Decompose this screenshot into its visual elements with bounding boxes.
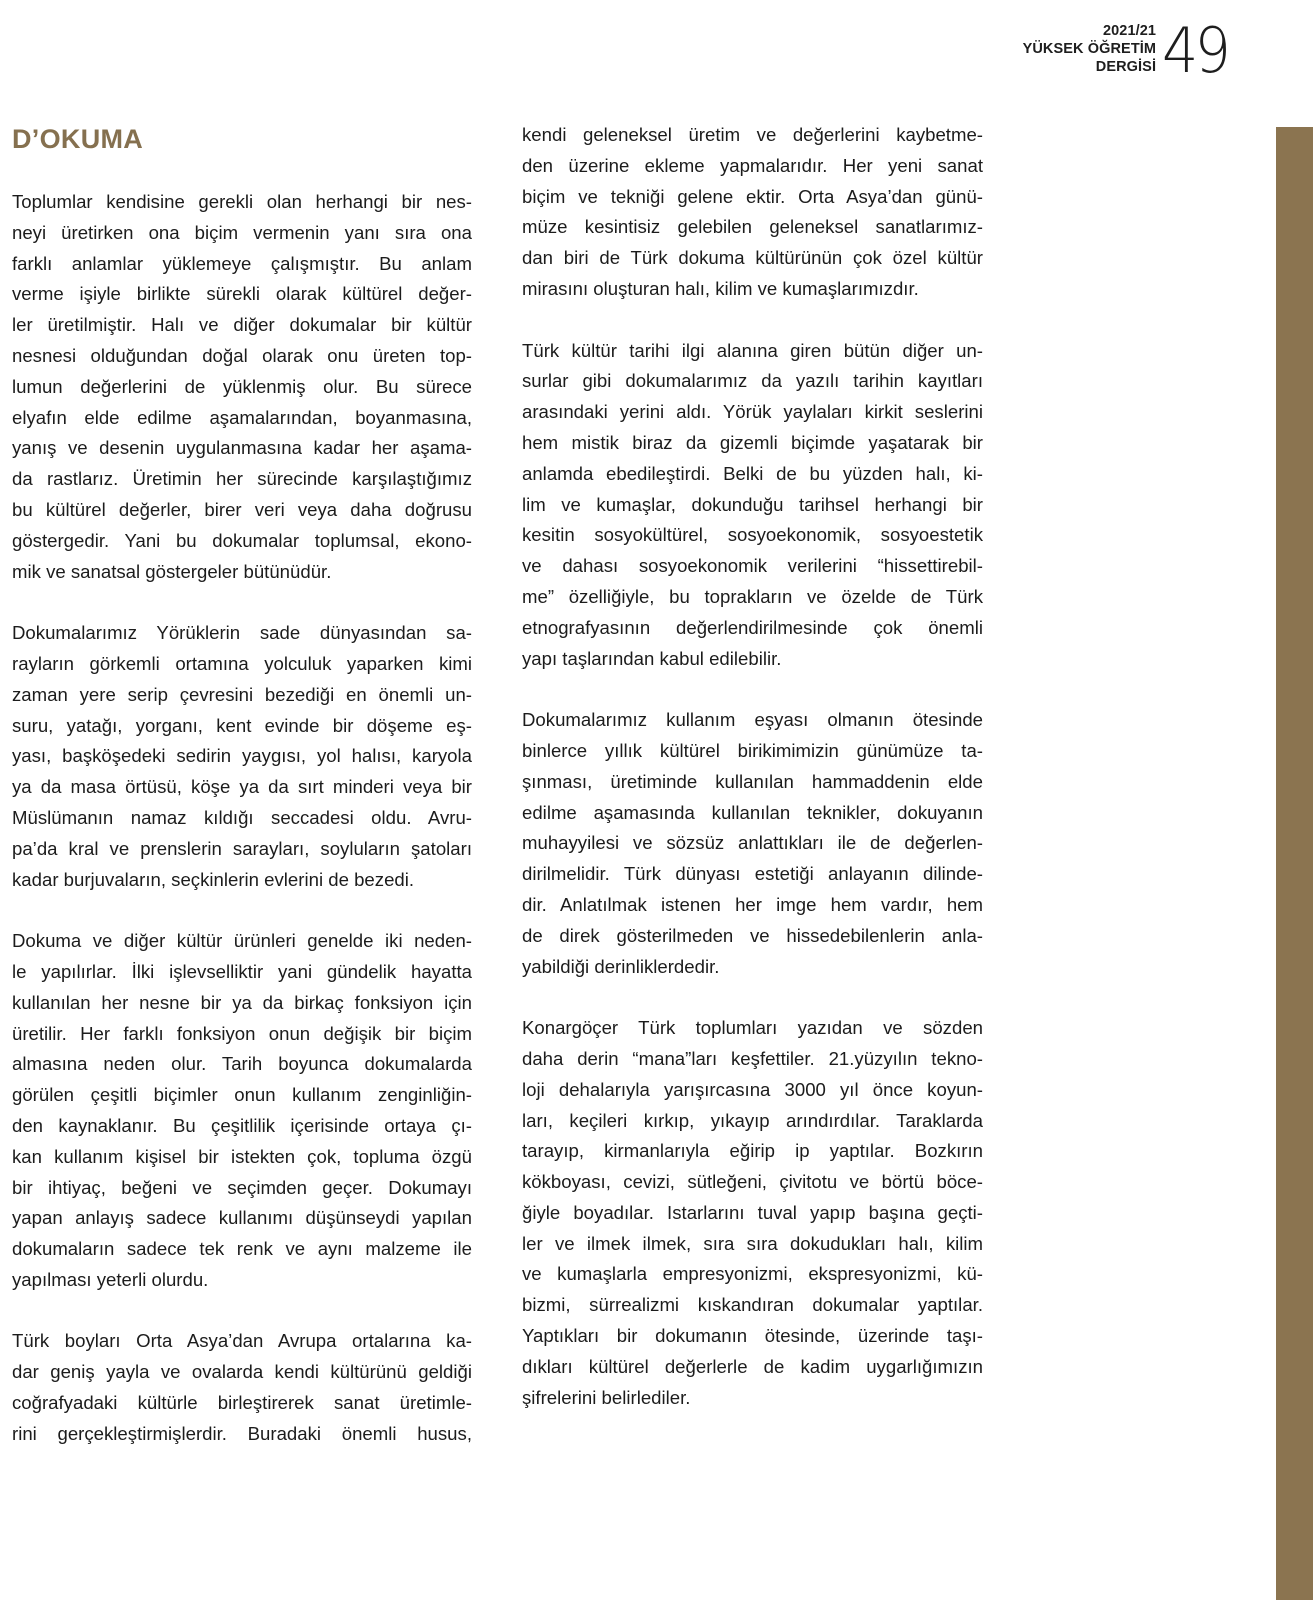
text-line: de direk gösterilmeden ve hissedebilenlerin anla-	[522, 924, 983, 946]
text-line: biçim ve tekniği gelene ektir. Orta Asya’dan günü-	[522, 185, 983, 207]
text-line: ler üretilmiştir. Halı ve diğer dokumalar bir kültür	[12, 314, 472, 336]
text-line: le yapılırlar. İlki işlevselliktir yani gündelik hayatta	[12, 960, 472, 982]
text-line: Yaptıkları bir dokumanın ötesinde, üzerinde taşı-	[522, 1325, 983, 1347]
text-line: yası, başköşedeki sedirin yaygısı, yol halısı, karyola	[12, 745, 472, 767]
paragraph	[12, 618, 472, 895]
text-line: Konargöçer Türk toplumları yazıdan ve sözden	[522, 1017, 983, 1039]
text-line: kendi geleneksel üretim ve değerlerini kaybetme-	[522, 124, 983, 145]
decorative-side-bar	[1276, 127, 1313, 1600]
text-line: surlar gibi dokumalarımız da yazılı tarihin kayıtları	[522, 370, 983, 392]
right-column	[522, 120, 983, 1444]
text-line: dıkları kültürel değerlerle de kadim uygarlığımızın	[522, 1355, 983, 1377]
text-line: kesitin sosyokültürel, sosyoekonomik, sosyoestetik	[522, 524, 983, 546]
page-number	[1162, 14, 1228, 87]
text-line: şınması, üretiminde kullanılan hammaddenin elde	[522, 770, 983, 792]
text-line: ları, keçileri kırkıp, yıkayıp arındırdılar. Taraklarda	[522, 1109, 983, 1131]
text-line: Müslümanın namaz kıldığı seccadesi oldu. Avru-	[12, 806, 472, 828]
text-line: bizmi, sürrealizmi kıskandıran dokumalar yaptılar.	[522, 1294, 983, 1316]
text-line: suru, yatağı, yorganı, kent evinde bir döşeme eş-	[12, 714, 472, 736]
page-header	[1022, 14, 1233, 87]
text-line: hem mistik biraz da gizemli biçimde yaşatarak bir	[522, 431, 983, 453]
text-line: ler ve ilmek ilmek, sıra sıra dokudukları halı, kilim	[522, 1232, 983, 1254]
text-line: mik ve sanatsal göstergeler bütünüdür.	[12, 560, 332, 582]
text-line: Toplumlar kendisine gerekli olan herhangi bir nes-	[12, 191, 472, 212]
text-line: şifrelerini belirlediler.	[522, 1386, 691, 1408]
text-line: dirilmelidir. Türk dünyası estetiği anlayanın dilinde-	[522, 863, 983, 885]
text-line: bir ihtiyaç, beğeni ve seçimden geçer. Dokumayı	[12, 1176, 472, 1198]
text-line: göstergedir. Yani bu dokumalar toplumsal, ekono-	[12, 529, 472, 551]
text-line: Türk kültür tarihi ilgi alanına giren bütün diğer un-	[522, 339, 983, 361]
paragraph	[12, 187, 472, 587]
text-line: kullanılan her nesne bir ya da birkaç fonksiyon için	[12, 991, 472, 1013]
issue-number: 2021/21	[1102, 23, 1157, 39]
text-line: yapan anlayış sadece kullanımı düşünseydi yapılan	[12, 1207, 472, 1229]
article-title: D’OKUMA	[12, 124, 144, 154]
text-line: loji dehalarıyla yarışırcasına 3000 yıl önce koyun-	[522, 1078, 983, 1100]
text-line: lim ve kumaşlar, dokunduğu tarihsel herhangi bir	[522, 493, 983, 515]
text-line: bu kültürel değerler, birer veri veya daha doğrusu	[12, 498, 472, 520]
publication-name-line1: YÜKSEK ÖĞRETİM	[1022, 41, 1157, 57]
text-line: müze kesintisiz gelebilen geleneksel sanatlarımız-	[522, 216, 983, 238]
text-line: nesnesi olduğundan doğal olarak onu üreten top-	[12, 344, 472, 366]
text-line: muhayyilesi ve sözsüz anlattıkları ile de değerlen-	[522, 832, 983, 854]
text-line: anlamda ebedileştirdi. Belki de bu yüzden halı, ki-	[522, 462, 983, 484]
text-line: neyi üretirken ona biçim vermenin yanı sıra ona	[12, 221, 472, 243]
page-number-text: 49	[1162, 14, 1228, 87]
text-line: yabildiği derinliklerdedir.	[522, 955, 720, 977]
text-line: Türk boyları Orta Asya’dan Avrupa ortalarına ka-	[12, 1330, 472, 1352]
text-line: farklı anlamlar yüklemeye çalışmıştır. Bu anlam	[12, 252, 472, 274]
text-line: yapılması yeterli olurdu.	[12, 1268, 209, 1290]
text-line: dan biri de Türk dokuma kültürünün çok özel kültür	[522, 247, 983, 269]
text-line: pa’da kral ve prenslerin sarayları, soyluların şatoları	[12, 837, 472, 859]
text-line: me” özelliğiyle, bu toprakların ve özelde de Türk	[522, 585, 983, 607]
text-line: binlerce yıllık kültürel birikimimizin günümüze ta-	[522, 739, 983, 761]
text-line: almasına neden olur. Tarih boyunca dokumalarda	[12, 1053, 472, 1075]
text-line: etnografyasının değerlendirilmesinde çok önemli	[522, 616, 983, 638]
text-line: görülen çeşitli biçimler onun kullanım zenginliğin-	[12, 1084, 472, 1106]
text-line: elyafın elde edilme aşamalarından, boyanmasına,	[12, 406, 472, 428]
text-line: yanış ve desenin uygulanmasına kadar her aşama-	[12, 437, 472, 459]
text-line: Dokuma ve diğer kültür ürünleri genelde iki neden-	[12, 930, 472, 952]
text-line: arasındaki yerini aldı. Yörük yaylaları kirkit seslerini	[522, 401, 983, 423]
text-line: mirasını oluşturan halı, kilim ve kumaşlarımızdır.	[522, 277, 919, 299]
text-line: den üzerine ekleme yapmalarıdır. Her yeni sanat	[522, 154, 983, 176]
text-line: tarayıp, kirmanlarıyla eğirip ip yaptılar. Bozkırın	[522, 1140, 983, 1162]
text-line: Dokumalarımız Yörüklerin sade dünyasından sa-	[12, 622, 472, 644]
text-line: dir. Anlatılmak istenen her imge hem vardır, hem	[522, 893, 983, 915]
text-line: verme işiyle birlikte sürekli olarak kültürel değer-	[12, 283, 472, 305]
text-line: kadar burjuvaların, seçkinlerin evlerini de bezedi.	[12, 868, 415, 890]
paragraph	[12, 926, 472, 1296]
text-line: ve kumaşlarla empresyonizmi, ekspresyonizmi, kü-	[522, 1263, 983, 1285]
text-line: dokumaların sadece tek renk ve aynı malzeme ile	[12, 1238, 472, 1260]
text-line: üretilir. Her farklı fonksiyon onun değişik bir biçim	[12, 1022, 472, 1044]
text-line: daha derin “mana”ları keşfettiler. 21.yüzyılın tekno-	[522, 1047, 983, 1069]
text-line: lumun değerlerini de yüklenmiş olur. Bu sürece	[12, 375, 472, 397]
text-line: ve dahası sosyoekonomik verilerini “hissettirebil-	[522, 555, 983, 577]
paragraph	[522, 1013, 983, 1413]
paragraph	[522, 120, 983, 305]
text-line: Dokumalarımız kullanım eşyası olmanın ötesinde	[522, 709, 983, 731]
text-line: zaman yere serip çevresini bezediği en önemli un-	[12, 683, 472, 705]
paragraph	[522, 705, 983, 982]
text-line: rayların görkemli ortamına yolculuk yaparken kimi	[12, 652, 472, 674]
masthead	[1023, 22, 1157, 76]
publication-name-line2: DERGİSİ	[1095, 59, 1157, 75]
text-line: ğiyle boyadılar. Istarlarını tuval yapıp başına geçti-	[522, 1201, 983, 1223]
text-line: edilme aşamasında kullanılan teknikler, dokuyanın	[522, 801, 983, 823]
text-line: rini gerçekleştirmişlerdir. Buradaki önemli husus,	[12, 1422, 472, 1444]
text-line: ya da masa örtüsü, köşe ya da sırt minderi veya bir	[12, 776, 472, 798]
text-line: kökboyası, cevizi, sütleğeni, çivitotu ve börtü böce-	[522, 1171, 983, 1193]
text-line: da rastlarız. Üretimin her sürecinde karşılaştığımız	[12, 468, 472, 490]
text-line: kan kullanım kişisel bir istekten çok, topluma özgü	[12, 1145, 472, 1167]
text-line: den kaynaklanır. Bu çeşitlilik içerisinde ortaya çı-	[12, 1114, 472, 1136]
paragraph	[522, 336, 983, 675]
text-line: dar geniş yayla ve ovalarda kendi kültürünü geldiği	[12, 1361, 472, 1383]
text-line: yapı taşlarından kabul edilebilir.	[522, 647, 782, 669]
paragraph	[12, 1326, 472, 1449]
text-line: coğrafyadaki kültürle birleştirerek sanat üretimle-	[12, 1392, 472, 1414]
left-column	[12, 187, 472, 1480]
